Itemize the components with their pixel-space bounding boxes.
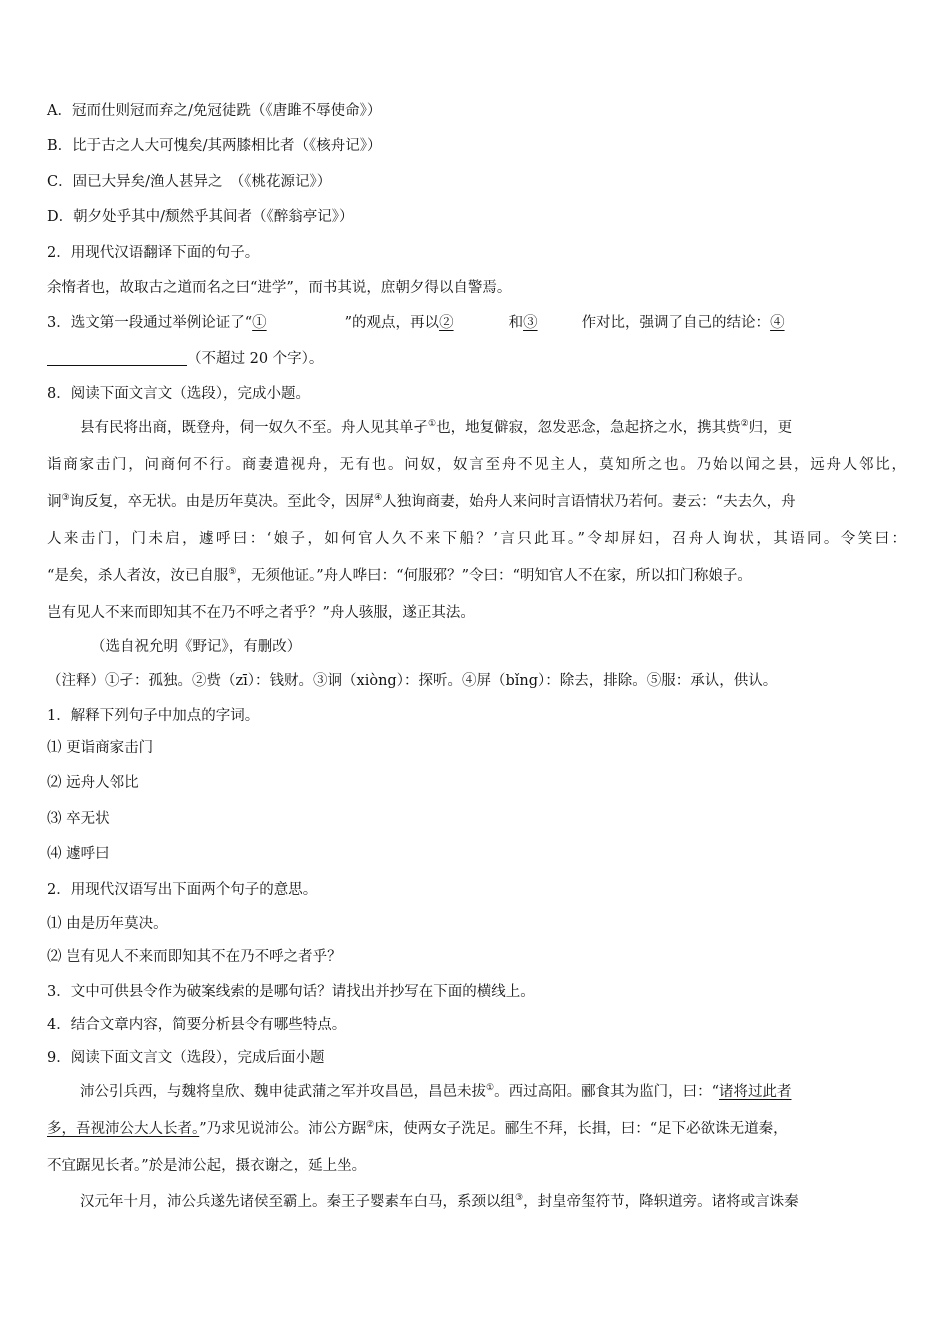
option-d: D．朝夕处乎其中/颓然乎其间者（《醉翁亭记》） (47, 209, 354, 225)
q7-argument-question-cont (47, 348, 906, 370)
footnote-2: ② (366, 1120, 375, 1130)
q8-passage-line-2: 诣商家击门，问商何不行。商妻遣视舟，无有也。问奴，奴言至舟不见主人，莫知所之也。乃始以闻之县，远舟人邻比， (47, 457, 906, 473)
q3-text-c: ”的观点，再以 (344, 315, 440, 331)
q9-passage-line-3: 不宜踞见长者。”於是沛公起，摄衣谢之，延上坐。 (47, 1158, 367, 1174)
q8-passage-line-4: 人来击门，门未启，遽呼曰：‘娘子，如何官人久不来下船？’言只此耳。”令却屏妇，召舟人询状，其语同。令笑曰： (47, 531, 906, 547)
blank-2[interactable]: ② (439, 315, 454, 331)
q8-q2-item: ⑴ 由是历年莫决。 (47, 916, 168, 932)
q8-q1-item: ⑴ 更诣商家击门 (47, 740, 154, 756)
q7-argument-question (47, 312, 906, 334)
q8-passage-line-5: “是矣，杀人者汝，汝已自服⑤，无须他证。”舟人哗曰：“何服邪？”令曰：“明知官人不在家，所以扣门称娘子。 (47, 567, 752, 584)
q8-q2-item: ⑵ 岂有见人不来而即知其不在乃不呼之者乎？ (47, 949, 342, 965)
footnote-5: ⑤ (228, 567, 237, 577)
q8-passage-line-3: 诇③询反复，卒无状。由是历年莫决。至此令，因屏④人独询商妻，始舟人来问时言语情状乃若何。妻云：“夫去久，舟 (47, 493, 796, 510)
q3-tail: （不超过 20 个字）。 (187, 351, 324, 367)
q8-q1-item: ⑷ 遽呼曰 (47, 846, 110, 862)
footnote-2: ② (740, 419, 749, 429)
blank-1[interactable]: ① (252, 315, 267, 331)
q8-source: （选自祝允明《野记》，有删改） (91, 639, 302, 655)
q8-q1: 1．解释下列句子中加点的字词。 (47, 708, 260, 724)
q3-text-e: 和 (508, 315, 524, 331)
q3-text-a: 3．选文第一段通过举例论证了“ (47, 315, 253, 331)
footnote-1: ① (428, 419, 437, 429)
q9-passage-line-2: 多，吾视沛公大人长者。”乃求见说沛公。沛公方踞②床，使两女子洗足。郦生不拜，长揖，曰：“足下必欲诛无道秦， (47, 1120, 788, 1137)
q7-translate-sentence: 余惰者也，故取古之道而名之曰“进学”，而书其说，庶朝夕得以自警焉。 (47, 280, 512, 296)
q8-notes: （注释）①孑：孤独。②赀（zī）：钱财。③诇（xiòng）：探听。④屏（bǐng）：除去，排除。⑤服：承认，供认。 (47, 673, 778, 689)
q8-q4: 4．结合文章内容，简要分析县令有哪些特点。 (47, 1017, 347, 1033)
underlined-sentence: 诸将过此者 (719, 1084, 792, 1100)
footnote-3: ③ (515, 1193, 524, 1203)
footnote-4: ④ (374, 493, 383, 503)
q8-passage-line-1: 县有民将出商，既登舟，伺一奴久不至。舟人见其单孑①也，地复僻寂，忽发恶念，急起挤之水，携其赀②归，更 (80, 419, 793, 436)
blank-3[interactable]: ③ (523, 315, 538, 331)
q8-q1-item: ⑶ 卒无状 (47, 811, 110, 827)
q8-heading: 8．阅读下面文言文（选段），完成小题。 (47, 386, 310, 402)
q9-heading: 9．阅读下面文言文（选段），完成后面小题 (47, 1050, 325, 1066)
underlined-sentence-cont: 多，吾视沛公大人长者。 (47, 1121, 200, 1137)
blank-4[interactable] (47, 350, 187, 366)
option-a: A．冠而仕则冠而弃之/免冠徒跣（《唐雎不辱使命》） (47, 103, 382, 119)
option-b: B．比于古之人大可愧矣/其两膝相比者（《核舟记》） (47, 138, 382, 154)
option-c: C．固已大异矣/渔人甚异之 （《桃花源记》） (47, 174, 332, 190)
footnote-1: ① (486, 1083, 495, 1093)
q9-passage-line-4: 汉元年十月，沛公兵遂先诸侯至霸上。秦王子婴素车白马，系颈以组③，封皇帝玺符节，降轵道旁。诸将或言诛秦 (80, 1193, 799, 1210)
blank-4-label: ④ (770, 315, 785, 331)
q7-translate-heading: 2．用现代汉语翻译下面的句子。 (47, 245, 260, 261)
q9-passage-line-1: 沛公引兵西，与魏将皇欣、魏申徒武蒲之军并攻昌邑，昌邑未拔①。西过高阳。郦食其为监门，曰：“诸将过此者 (80, 1083, 792, 1100)
q8-passage-line-6: 岂有见人不来而即知其不在乃不呼之者乎？”舟人骇服，遂正其法。 (47, 605, 475, 621)
q8-q2: 2．用现代汉语写出下面两个句子的意思。 (47, 882, 318, 898)
footnote-3: ③ (61, 493, 70, 503)
q8-q3: 3．文中可供县令作为破案线索的是哪句话？请找出并抄写在下面的横线上。 (47, 984, 535, 1000)
q8-q1-item: ⑵ 远舟人邻比 (47, 775, 139, 791)
q3-text-g: 作对比，强调了自己的结论： (581, 315, 771, 331)
